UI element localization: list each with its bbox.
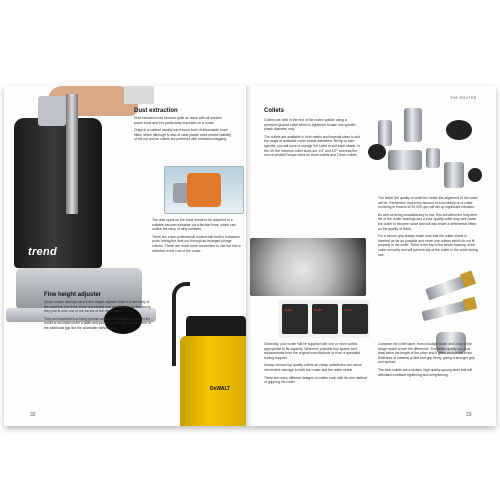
side-para-5: The best collets are a slotted, high quality sprung steel that will withstand constant tightening and untightening. <box>378 367 473 377</box>
dust-extraction-heading: Dust extraction <box>134 108 178 114</box>
fine-height-heading: Fine height adjuster <box>44 292 102 298</box>
collets-para-3: Generally, your router will be supplied with one or more collets appropriate to its capacity. Wherever possible buy spares and replacements from the original manufacturer or from a specialist tooling supplier. <box>264 342 360 360</box>
page-number-left: 32 <box>30 412 36 418</box>
book-spread <box>4 86 496 426</box>
collets-text <box>264 118 360 161</box>
collets-para-2: The collets are available in both metric and imperial sizes to suit the range of available router shank diameters. Being so size specific, you will have to change the collet to suit each shank. In the UK the common collet sizes are 1/4" and 1/2" whereas the rest of central Europe relies on 8mm collets and 12mm collets. <box>264 134 360 158</box>
collet-nut-image <box>368 144 386 160</box>
dust-para-1: Dust extraction has become quite an issue with all wooden power tools and it is particularly important on a router. <box>134 116 223 125</box>
side-text-2 <box>378 342 478 380</box>
dust-para-3: The dust spout on the hood needs to be attached to a suitable vacuum extractor via a flexible hose, which can outlive the ramp of dirty surfaces. <box>152 218 236 232</box>
collet-packs-photo <box>278 300 370 338</box>
collets-text-2 <box>264 342 368 388</box>
collet-pack-image: trend <box>342 304 368 334</box>
side-para-2: As well as being unsatisfactory to use, this will affect the long term life of the router bearings and a poor quality collet may well cause the cutter to become loose and will also leave a detrimental effect on the quality of finish. <box>378 212 478 231</box>
right-page <box>250 86 496 426</box>
collets-photo <box>364 98 490 194</box>
collet-nut-image <box>468 168 482 182</box>
collet-pack-image: trend <box>312 304 338 334</box>
collet-image <box>378 120 392 146</box>
collets-heading: Collets <box>264 108 285 114</box>
router-height-rod-image <box>66 94 78 214</box>
page-number-right: 33 <box>466 412 472 418</box>
orange-spout-image <box>187 173 221 207</box>
side-text <box>378 196 478 260</box>
side-para-1: The better the quality of collet the better the alignment of the cutter will be. Remember that a tiny amount of eccentricity on a cutter revolving in excess of 20,000 rpm will set up significant vibration. <box>378 196 478 210</box>
side-para-3: For a secure grip always make sure that the cutter shank is inserted as far as possible and never use cutters which do not fit properly in the collet. There is the top to the whole bushing of the cutter securely and will prevent slip of the cutter in the collet during use. <box>378 234 478 257</box>
dust-extraction-text-2 <box>152 218 242 256</box>
collet-nut-image <box>446 120 472 140</box>
router-cap-image <box>38 96 66 126</box>
dust-hood-photo <box>164 166 244 214</box>
router-cutter-image <box>421 301 466 321</box>
fine-height-text <box>44 300 154 334</box>
cutter-tip-image <box>463 297 478 312</box>
collet-image <box>388 150 422 170</box>
router-collet-photo <box>250 238 366 296</box>
left-page <box>4 86 248 426</box>
router-cutter-image <box>425 276 467 301</box>
collet-image <box>404 108 422 142</box>
running-header: THE ROUTER <box>450 96 477 100</box>
router-brand-logo: trend <box>28 246 57 258</box>
collet-image <box>444 162 464 188</box>
yellow-router-brand: DeWALT <box>210 386 231 392</box>
dust-para-4: There are a few professional routers with built in extraction ports, letting the dust out through an enlarged plunge column. These are much more convenient to use but this is reflected in the cost of the router. <box>152 234 241 253</box>
side-para-4: Compare the collet taper, from a budget router and a top of the range model to see the difference. The better quality one is at least twice the length of the other and it gives without the extra thickness of material to bite and grip firmly, giving a stronger grip and spread. <box>378 342 475 365</box>
collets-para-5: There are many different designs of collets each with its own method of gripping the cutter. <box>264 375 368 385</box>
collet-image <box>426 148 440 168</box>
yellow-router-image <box>180 336 248 426</box>
fine-para-1: Some routers already have a fine height adjuster built in to the body of the machine, but if not, there is probably one available as an accessory, they just fit onto one of the turrets of the depth stop. <box>44 300 152 314</box>
fine-para-2: They are essential to a fixing precise adjustments particularly when the router is mounted under a table and you will not be able to use some of the additional jigs like the dovetailer without one. <box>44 316 151 330</box>
sleeve-image <box>124 86 154 104</box>
collet-pack-image: trend <box>282 304 308 334</box>
dust-extraction-text <box>134 116 232 145</box>
collets-para-1: Cutters are held in the end of the router spindle using a precision ground collet which is tightened to take one specific shank diameter only. <box>264 118 356 132</box>
dust-para-2: Chips in a cabinet usually have some form of detachable hood fitted, which although is also of clear plastic does restrict visibility of the cut and so collets are preferred with extraction-bagging. <box>134 128 232 142</box>
collets-para-4: Always choose top quality collets as cheap substitutes can cause irreversible damage to both the router and the cutter shank. <box>264 363 362 372</box>
